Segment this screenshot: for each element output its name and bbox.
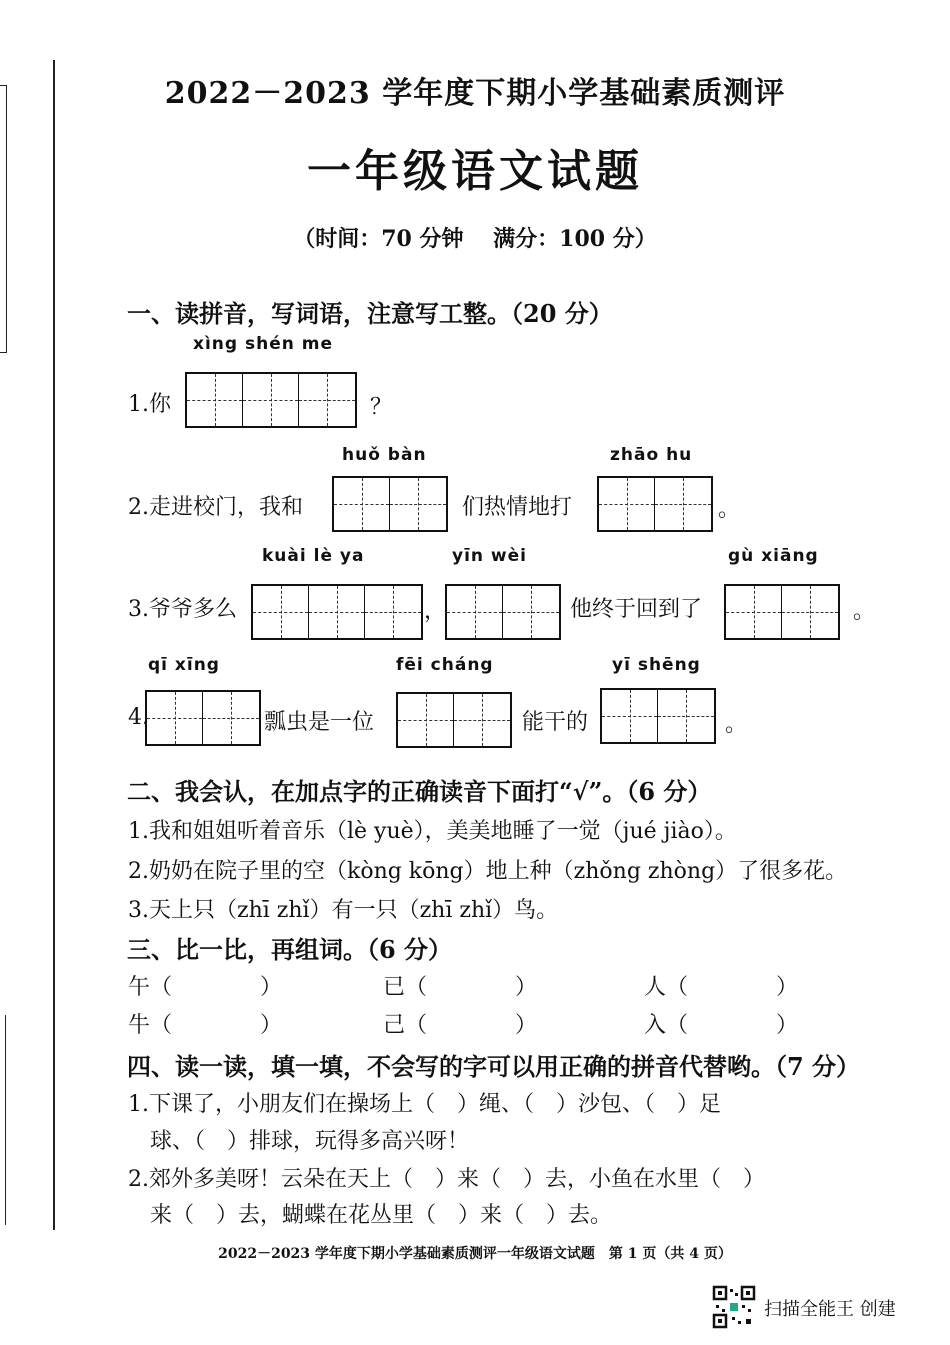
grid-cell[interactable] xyxy=(334,478,390,530)
section4-line-4: 来（ ）去，蝴蝶在花丛里（ ）来（ ）去。 xyxy=(128,1203,613,1228)
binding-margin-box xyxy=(0,85,7,353)
q4-middle1: 瓢虫是一位 xyxy=(264,710,375,735)
section3-row2-b: 己（ ） xyxy=(383,1013,538,1038)
qr-code-icon xyxy=(712,1285,756,1329)
grid-cell[interactable] xyxy=(147,692,203,744)
section3-row1-c: 人（ ） xyxy=(644,975,799,1000)
q3-answer-grid-a[interactable] xyxy=(251,584,423,640)
grid-cell[interactable] xyxy=(299,374,355,426)
q3-comma: ， xyxy=(424,599,447,624)
grid-cell[interactable] xyxy=(447,586,503,638)
grid-cell[interactable] xyxy=(187,374,243,426)
section3-row2-c: 入（ ） xyxy=(644,1013,799,1038)
exam-title: 2022－2023 学年度下期小学基础素质测评 xyxy=(164,76,786,111)
grid-cell[interactable] xyxy=(782,586,838,638)
q2-answer-grid-b[interactable] xyxy=(597,476,713,532)
grid-cell[interactable] xyxy=(655,478,711,530)
section3-heading: 三、比一比，再组词。（6 分） xyxy=(127,935,453,964)
binding-margin-edge xyxy=(0,1015,6,1225)
q4-prefix: 4. xyxy=(128,705,149,730)
q1-prefix: 1.你 xyxy=(128,392,171,417)
grid-cell[interactable] xyxy=(658,690,714,742)
q4-answer-grid-c[interactable] xyxy=(600,688,716,744)
scanner-brand: 扫描全能王 创建 xyxy=(764,1299,896,1320)
section2-line-1: 1.我和姐姐听着音乐（lè yuè），美美地睡了一觉（jué jiào）。 xyxy=(128,819,737,844)
section4-line-2: 球、（ ）排球，玩得多高兴呀！ xyxy=(128,1129,470,1154)
q3-middle: 他终于回到了 xyxy=(570,597,703,622)
q2-answer-grid-a[interactable] xyxy=(332,476,448,532)
q1-answer-grid[interactable] xyxy=(185,372,357,428)
section4-line-1: 1.下课了，小朋友们在操场上（ ）绳、（ ）沙包、（ ）足 xyxy=(128,1092,721,1117)
q4-answer-grid-b[interactable] xyxy=(396,692,512,748)
exam-info: （时间：70 分钟 满分：100 分） xyxy=(293,226,657,252)
q2-prefix: 2.走进校门，我和 xyxy=(128,495,303,520)
section3-row2-a: 牛（ ） xyxy=(128,1013,283,1038)
grid-cell[interactable] xyxy=(390,478,446,530)
grid-cell[interactable] xyxy=(203,692,259,744)
q2-pinyin-b: zhāo hu xyxy=(610,445,693,465)
section2-heading: 二、我会认，在加点字的正确读音下面打“√”。（6 分） xyxy=(127,777,712,806)
q3-answer-grid-c[interactable] xyxy=(724,584,840,640)
q3-pinyin-c: gù xiāng xyxy=(728,546,819,566)
section2-line-3: 3.天上只（zhī zhǐ）有一只（zhī zhǐ）鸟。 xyxy=(128,898,559,923)
q4-middle2: 能干的 xyxy=(522,710,589,735)
section3-row1-a: 午（ ） xyxy=(128,975,283,1000)
grid-cell[interactable] xyxy=(309,586,365,638)
q4-answer-grid-a[interactable] xyxy=(145,690,261,746)
q3-prefix: 3.爷爷多么 xyxy=(128,597,237,622)
grid-cell[interactable] xyxy=(503,586,559,638)
section2-line-2: 2.奶奶在院子里的空（kòng kōng）地上种（zhǒng zhòng）了很多花。 xyxy=(128,859,848,884)
section4-line-3: 2.郊外多美呀！云朵在天上（ ）来（ ）去，小鱼在水里（ ） xyxy=(128,1167,765,1192)
grid-cell[interactable] xyxy=(398,694,454,746)
grid-cell[interactable] xyxy=(454,694,510,746)
q4-suffix: 。 xyxy=(725,712,748,737)
q4-pinyin-c: yī shēng xyxy=(612,655,701,675)
section1-heading: 一、读拼音，写词语，注意写工整。（20 分） xyxy=(127,299,613,328)
grid-cell[interactable] xyxy=(726,586,782,638)
q3-pinyin-b: yīn wèi xyxy=(452,546,527,566)
q4-pinyin-a: qī xīng xyxy=(148,655,220,675)
q3-pinyin-a: kuài lè ya xyxy=(262,546,365,566)
q2-middle: 们热情地打 xyxy=(462,495,573,520)
exam-subtitle: 一年级语文试题 xyxy=(307,146,643,197)
q4-pinyin-b: fēi cháng xyxy=(396,655,494,675)
q1-pinyin: xìng shén me xyxy=(193,334,333,354)
grid-cell[interactable] xyxy=(602,690,658,742)
section4-heading: 四、读一读，填一填，不会写的字可以用正确的拼音代替哟。（7 分） xyxy=(127,1052,861,1081)
grid-cell[interactable] xyxy=(599,478,655,530)
q2-suffix: 。 xyxy=(718,497,741,522)
q3-answer-grid-b[interactable] xyxy=(445,584,561,640)
grid-cell[interactable] xyxy=(253,586,309,638)
q1-suffix: ？ xyxy=(370,395,393,420)
q2-pinyin-a: huǒ bàn xyxy=(342,445,427,465)
grid-cell[interactable] xyxy=(365,586,421,638)
section3-row1-b: 已（ ） xyxy=(383,975,538,1000)
grid-cell[interactable] xyxy=(243,374,299,426)
page-footer: 2022－2023 学年度下期小学基础素质测评一年级语文试题 第 1 页（共 4 页） xyxy=(218,1246,732,1262)
q3-suffix: 。 xyxy=(853,599,876,624)
